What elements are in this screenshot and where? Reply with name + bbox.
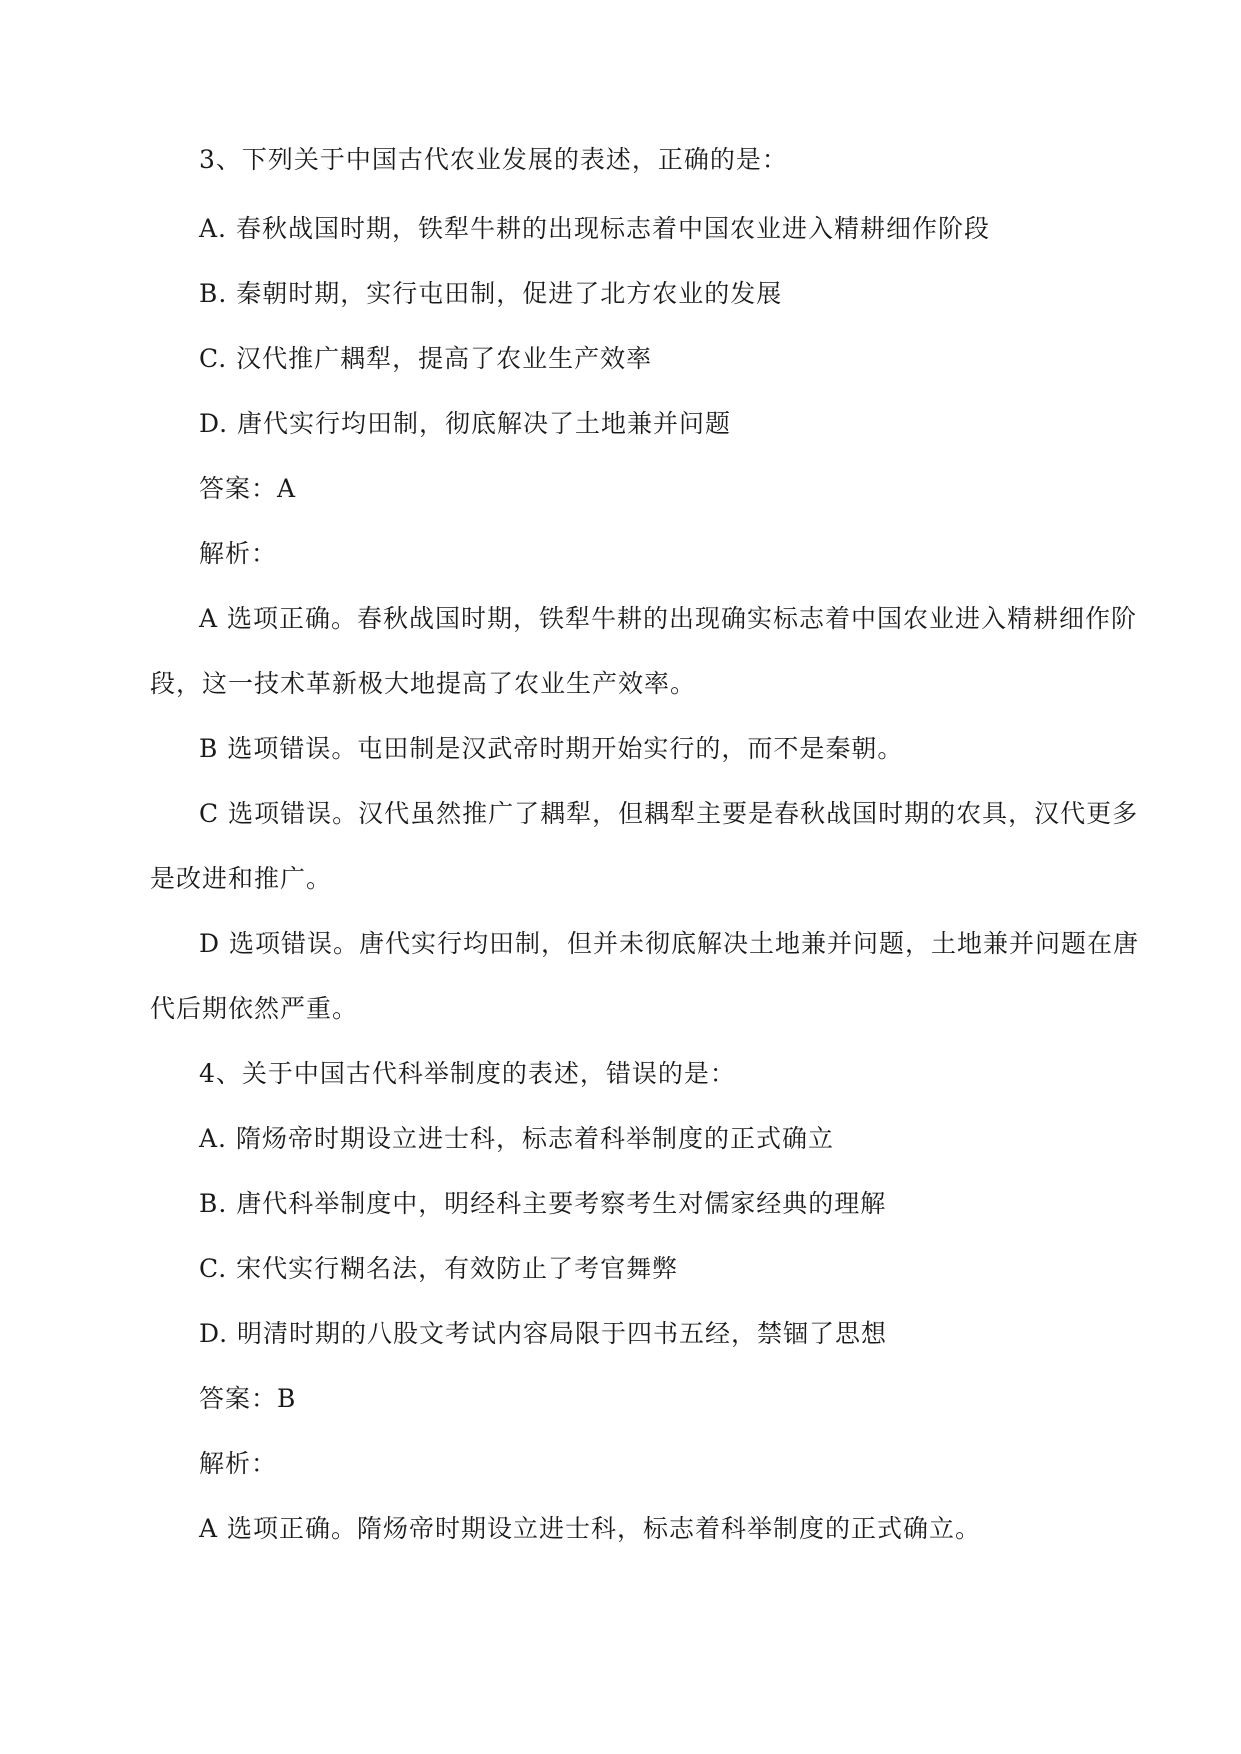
question-3-analysis-line: 代后期依然严重。: [150, 994, 359, 1023]
question-3-stem: 3、下列关于中国古代农业发展的表述，正确的是：: [199, 145, 788, 174]
question-3-option-a: A. 春秋战国时期，铁犁牛耕的出现标志着中国农业进入精耕细作阶段: [199, 214, 990, 243]
question-4-analysis-label: 解析：: [199, 1449, 278, 1478]
question-4-option-b: B. 唐代科举制度中，明经科主要考察考生对儒家经典的理解: [199, 1189, 887, 1218]
question-3-analysis-line: A 选项正确。春秋战国时期，铁犁牛耕的出现确实标志着中国农业进入精耕细作阶: [199, 604, 1138, 633]
question-3-answer: 答案：A: [199, 474, 297, 503]
question-4-option-c: C. 宋代实行糊名法，有效防止了考官舞弊: [199, 1254, 679, 1283]
question-3-option-d: D. 唐代实行均田制，彻底解决了土地兼并问题: [199, 409, 732, 438]
question-4-analysis-line: A 选项正确。隋炀帝时期设立进士科，标志着科举制度的正式确立。: [199, 1514, 982, 1543]
question-3-analysis-line: C 选项错误。汉代虽然推广了耦犁，但耦犁主要是春秋战国时期的农具，汉代更多: [199, 799, 1139, 828]
question-3-analysis-label: 解析：: [199, 539, 278, 568]
question-3-analysis-line: B 选项错误。屯田制是汉武帝时期开始实行的，而不是秦朝。: [199, 734, 904, 763]
question-3-analysis-line: 是改进和推广。: [150, 864, 333, 893]
question-4-answer: 答案：B: [199, 1384, 297, 1413]
question-4-option-d: D. 明清时期的八股文考试内容局限于四书五经，禁锢了思想: [199, 1319, 888, 1348]
question-4-stem: 4、关于中国古代科举制度的表述，错误的是：: [199, 1059, 736, 1088]
question-3-option-c: C. 汉代推广耦犁，提高了农业生产效率: [199, 344, 653, 373]
question-3-option-b: B. 秦朝时期，实行屯田制，促进了北方农业的发展: [199, 279, 783, 308]
question-3-analysis-line: 段，这一技术革新极大地提高了农业生产效率。: [150, 669, 697, 698]
question-4-option-a: A. 隋炀帝时期设立进士科，标志着科举制度的正式确立: [199, 1124, 834, 1153]
question-3-analysis-line: D 选项错误。唐代实行均田制，但并未彻底解决土地兼并问题，土地兼并问题在唐: [199, 929, 1139, 958]
